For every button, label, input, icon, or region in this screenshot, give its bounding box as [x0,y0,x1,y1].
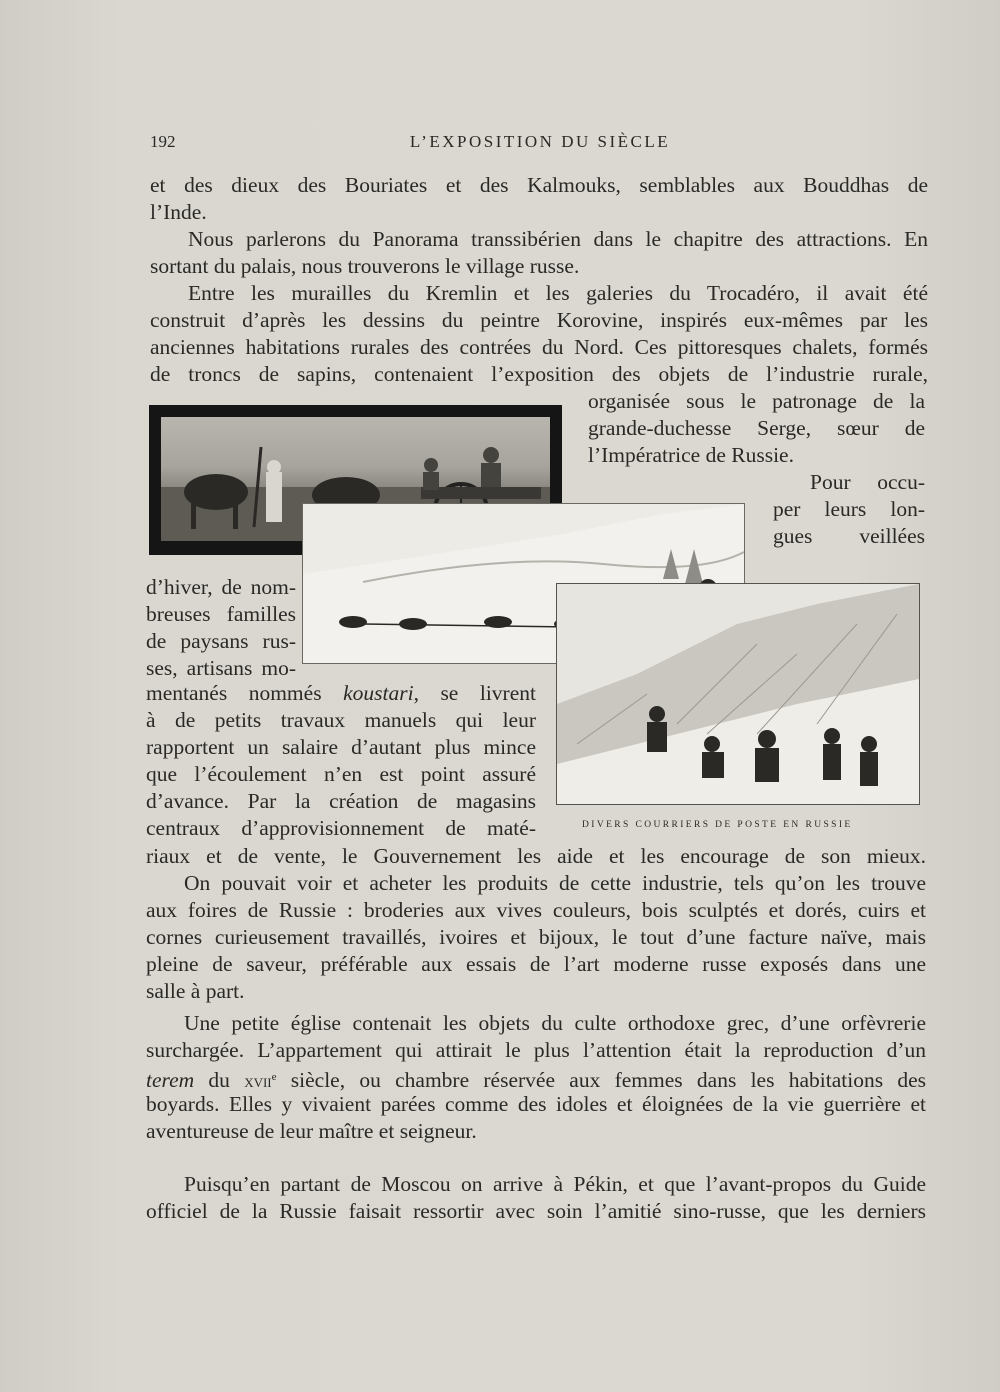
text-line: surchargée. L’appartement qui attirait le plus l’attention était la reproduction d’un [146,1038,926,1062]
text-line: aventureuse de leur maître et seigneur. [146,1119,477,1143]
text-line: de paysans rus- [146,629,296,653]
text-line: ses, artisans mo- [146,656,296,680]
text-line: riaux et de vente, le Gouvernement les aide et les encourage de son mieux. [146,844,926,868]
running-title: L’EXPOSITION DU SIÈCLE [409,132,671,151]
italic-term: koustari [343,681,414,705]
text-line: mentanés nommés koustari, se livrent [146,681,536,705]
running-header [150,132,930,156]
text-line: Nous parlerons du Panorama transsibérien dans le chapitre des attractions. En [188,227,928,251]
text-line: per leurs lon- [773,497,925,521]
mountain-couriers-photo [556,583,920,805]
text-line: salle à part. [146,979,245,1003]
text-block-final [146,1171,926,1225]
text-line: l’Impératrice de Russie. [588,443,794,467]
text-line: terem du xvii$^e$ siècle, ou chambre réservée aux femmes dans les habitations des [146,1068,926,1092]
text-line: breuses familles [146,602,296,626]
text-line: Une petite église contenait les objets du culte orthodoxe grec, d’une orfèvrerie [184,1011,926,1035]
text-block-left-mid [146,680,536,842]
text-line: l’Inde. [150,200,207,224]
text-line: Puisqu’en partant de Moscou on arrive à Pékin, et que l’avant-propos du Guide [184,1172,926,1196]
text-line: pleine de saveur, préférable aux essais de l’art moderne russe exposés dans une [146,952,926,976]
text-line: anciennes habitations rurales des contrées du Nord. Ces pittoresques chalets, formés [150,335,928,359]
text-line: officiel de la Russie faisait ressortir avec soin l’amitié sino-russe, que les derniers [146,1199,926,1223]
text-line: cornes curieusement travaillés, ivoires et bijoux, le tout d’une facture naïve, mais [146,925,926,949]
text-line: rapportent un salaire d’autant plus mince [146,735,536,759]
text-line: de troncs de sapins, contenaient l’exposition des objets de l’industrie rurale, [150,362,928,386]
text-block-left-narrow [146,574,296,682]
text-line: et des dieux des Bouriates et des Kalmouks, semblables aux Bouddhas de [150,173,928,197]
text-block-right [588,388,925,469]
text-line: aux foires de Russie : broderies aux vives couleurs, bois sculptés et dorés, cuirs et [146,898,926,922]
page-number: 192 [150,132,176,151]
text-line: organisée sous le patronage de la [588,389,925,413]
text-line: d’avance. Par la création de magasins [146,789,536,813]
text-line: construit d’après les dessins du peintre Korovine, inspirés eux-mêmes par les [150,308,928,332]
text-line: à de petits travaux manuels qui leur [146,708,536,732]
text-block-top [150,172,928,388]
text-block-bottom [146,843,926,1145]
text-line: Entre les murailles du Kremlin et les galeries du Trocadéro, il avait été [188,281,928,305]
text-line: On pouvait voir et acheter les produits de cette industrie, tels qu’on les trouve [184,871,926,895]
text-line: Pour occu- [810,470,925,494]
text-line: sortant du palais, nous trouverons le village russe. [150,254,580,278]
text-line: que l’écoulement n’en est point assuré [146,762,536,786]
text-line: centraux d’approvisionnement de maté- [146,816,536,840]
text-line: d’hiver, de nom- [146,575,296,599]
figure-caption: DIVERS COURRIERS DE POSTE EN RUSSIE [582,820,853,830]
text-block-right-narrow [773,469,925,550]
text-line: boyards. Elles y vivaient parées comme des idoles et éloignées de la vie guerrière et [146,1092,926,1116]
text-line: gues veillées [773,524,925,548]
text-line: grande-duchesse Serge, sœur de [588,416,925,440]
